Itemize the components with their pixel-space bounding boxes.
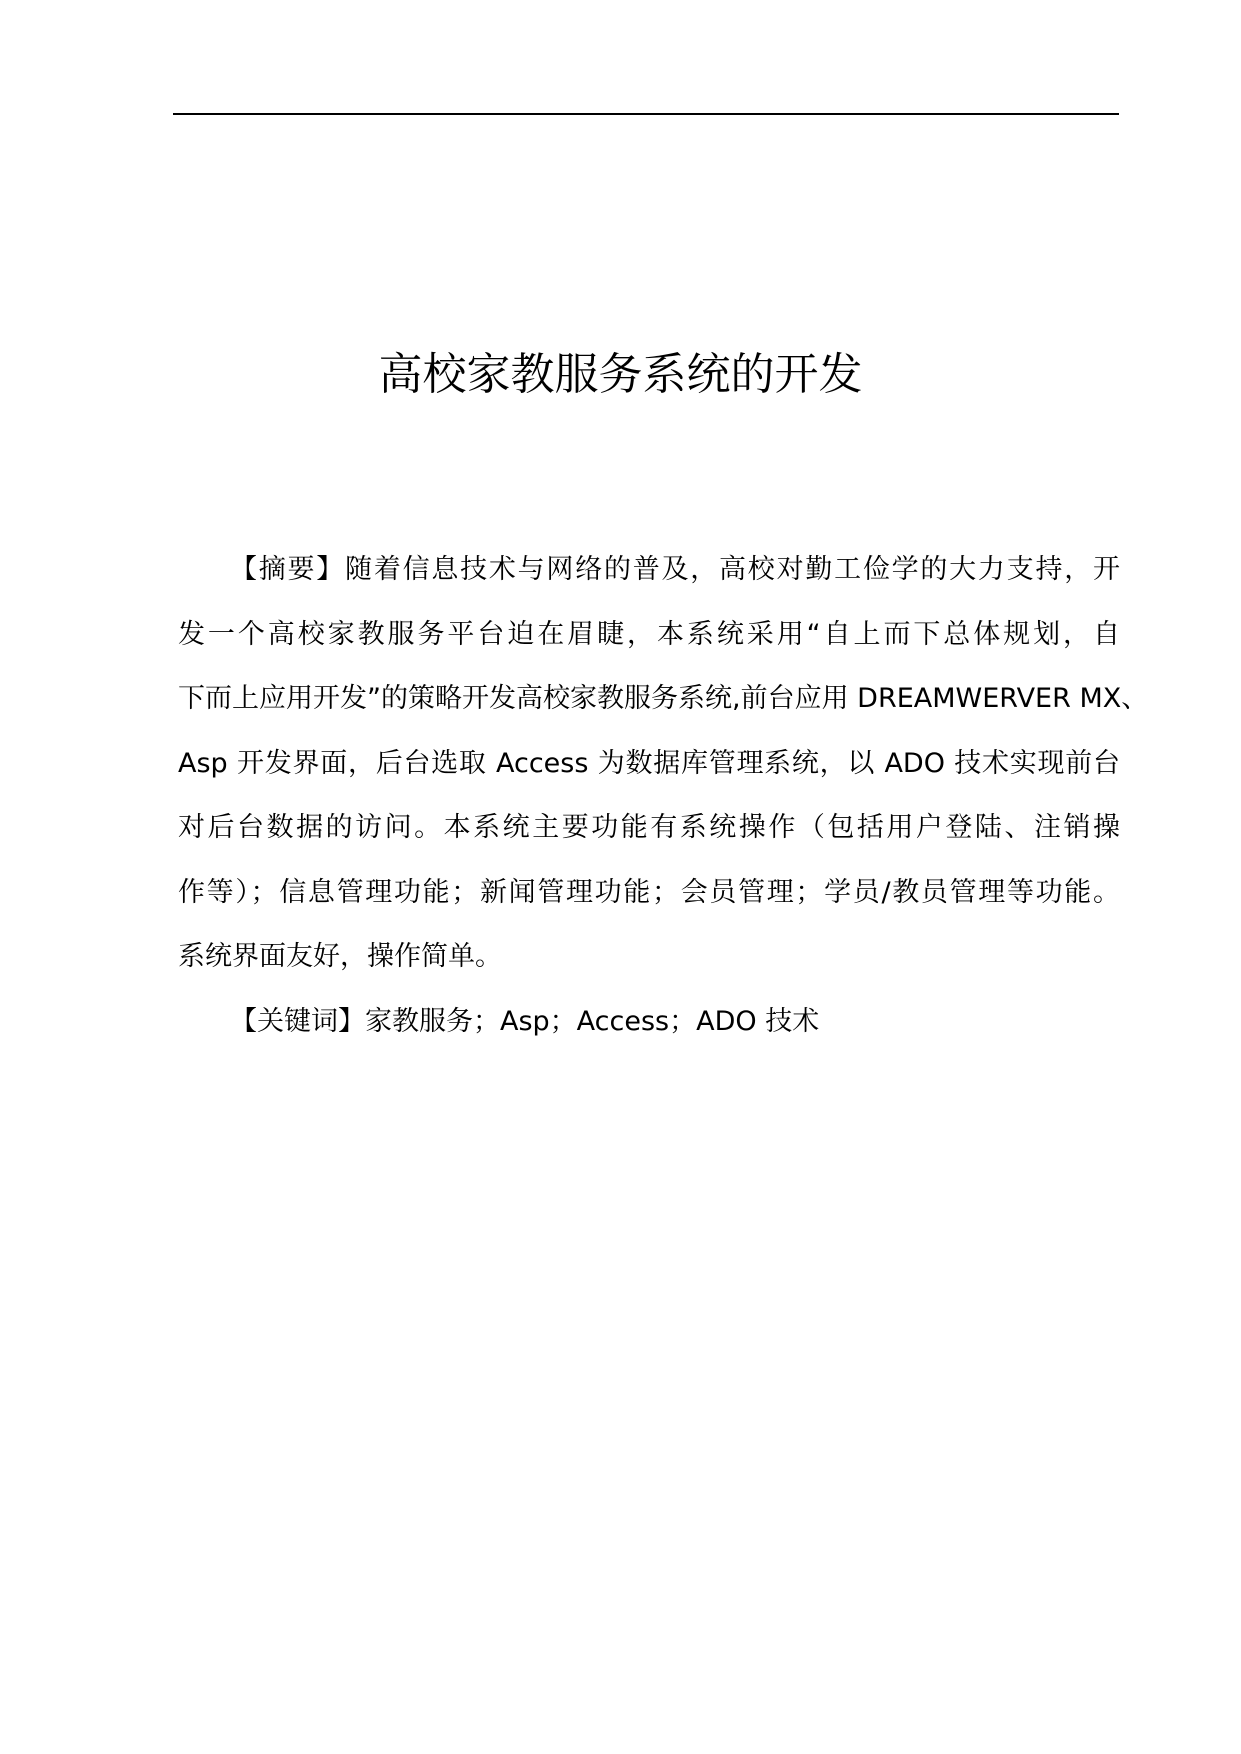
header-rule (173, 113, 1119, 115)
abstract-line: 发一个高校家教服务平台迫在眉睫，本系统采用“自上而下总体规划，自 (178, 618, 1120, 650)
keywords-line: 【关键词】家教服务；Asp；Access；ADO 技术 (230, 1006, 820, 1037)
abstract-paragraph (178, 538, 1149, 990)
abstract-line: 下而上应用开发”的策略开发高校家教服务系统,前台应用 DREAMWERVER MX、 (178, 683, 1149, 714)
abstract-line: 作等）；信息管理功能；新闻管理功能；会员管理；学员/教员管理等功能。 (178, 876, 1120, 908)
abstract-line: Asp 开发界面，后台选取 Access 为数据库管理系统，以 ADO 技术实现前台 (178, 747, 1120, 779)
document-title: 高校家教服务系统的开发 (378, 349, 863, 400)
abstract-line: 【摘要】随着信息技术与网络的普及，高校对勤工俭学的大力支持，开 (230, 554, 1120, 585)
abstract-line: 对后台数据的访问。本系统主要功能有系统操作（包括用户登陆、注销操 (178, 812, 1120, 843)
abstract-line: 系统界面友好，操作简单。 (178, 941, 502, 972)
